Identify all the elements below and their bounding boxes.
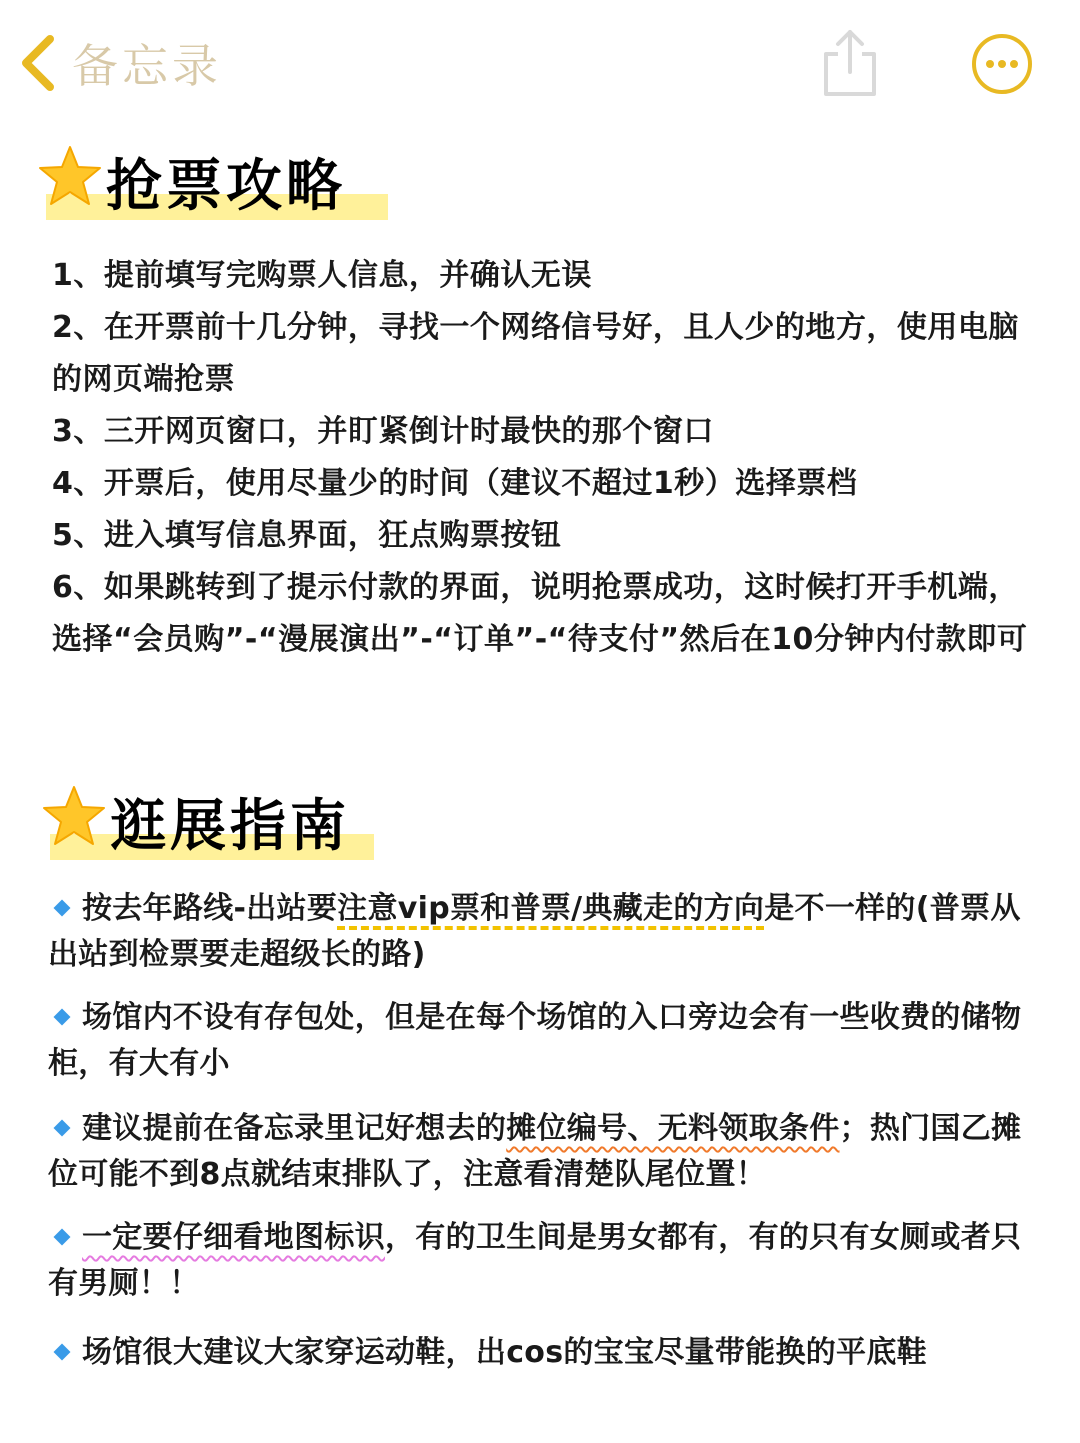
chevron-left-icon <box>18 33 58 93</box>
star-icon <box>42 784 106 848</box>
back-button[interactable] <box>18 28 222 98</box>
back-label: 备忘录 <box>72 39 222 93</box>
diamond-bullet-icon <box>54 1343 71 1360</box>
guide-item <box>48 1330 1033 1376</box>
diamond-bullet-icon <box>54 1119 71 1136</box>
more-button[interactable] <box>970 32 1034 96</box>
guide-text: 按去年路线-出站要 <box>82 891 338 926</box>
guide-highlight-text: 一定要仔细看地图标识 <box>82 1220 385 1255</box>
guide-text: 场馆内不设有存包处，但是在每个场馆的入口旁边会有一些收费的储物柜，有大有小 <box>48 1000 1022 1081</box>
tip-item: 2、在开票前十几分钟，寻找一个网络信号好，且人少的地方，使用电脑的网页端抢票 <box>52 310 1019 397</box>
tip-item: 6、如果跳转到了提示付款的界面，说明抢票成功，这时候打开手机端，选择“会员购”-“漫展演出”-“订单”-“待支付”然后在10分钟内付款即可 <box>52 570 1028 657</box>
ticket-tips-list <box>52 250 1047 666</box>
guide-item <box>48 1106 1033 1198</box>
tip-item: 5、进入填写信息界面，狂点购票按钮 <box>52 518 562 553</box>
guide-item <box>48 995 1033 1087</box>
tip-item: 1、提前填写完购票人信息，并确认无误 <box>52 258 592 293</box>
guide-highlight-text: 摊位编号、无料领取条件 <box>506 1111 840 1146</box>
nav-bar <box>0 0 1080 125</box>
diamond-bullet-icon <box>54 1228 71 1245</box>
guide-text: ，有的卫生间是男女都有，有的只有女厕或者只有男厕！！ <box>48 1220 1022 1301</box>
star-icon <box>38 144 102 208</box>
section-heading-guide <box>42 780 372 860</box>
section-title: 抢票攻略 <box>106 154 346 219</box>
more-icon <box>970 81 1034 100</box>
guide-text: 场馆很大建议大家穿运动鞋，出cos的宝宝尽量带能换的平底鞋 <box>82 1335 927 1370</box>
guide-text: 是不一样的(普票从出站到检票要走超级长的路) <box>48 891 1021 972</box>
diamond-bullet-icon <box>54 1008 71 1025</box>
section-heading-ticket <box>38 140 388 220</box>
guide-item <box>48 886 1033 978</box>
section-title: 逛展指南 <box>110 794 350 859</box>
share-icon <box>818 83 882 102</box>
share-button[interactable] <box>818 26 882 98</box>
guide-text: 建议提前在备忘录里记好想去的 <box>82 1111 507 1146</box>
guide-text: ；热门国乙摊位可能不到8点就结束排队了，注意看清楚队尾位置！ <box>48 1111 1022 1192</box>
guide-highlight-text: 注意vip票和普票/典藏走的方向 <box>337 891 765 926</box>
diamond-bullet-icon <box>54 899 71 916</box>
guide-item <box>48 1215 1033 1307</box>
tip-item: 3、三开网页窗口，并盯紧倒计时最快的那个窗口 <box>52 414 714 449</box>
tip-item: 4、开票后，使用尽量少的时间（建议不超过1秒）选择票档 <box>52 466 858 501</box>
